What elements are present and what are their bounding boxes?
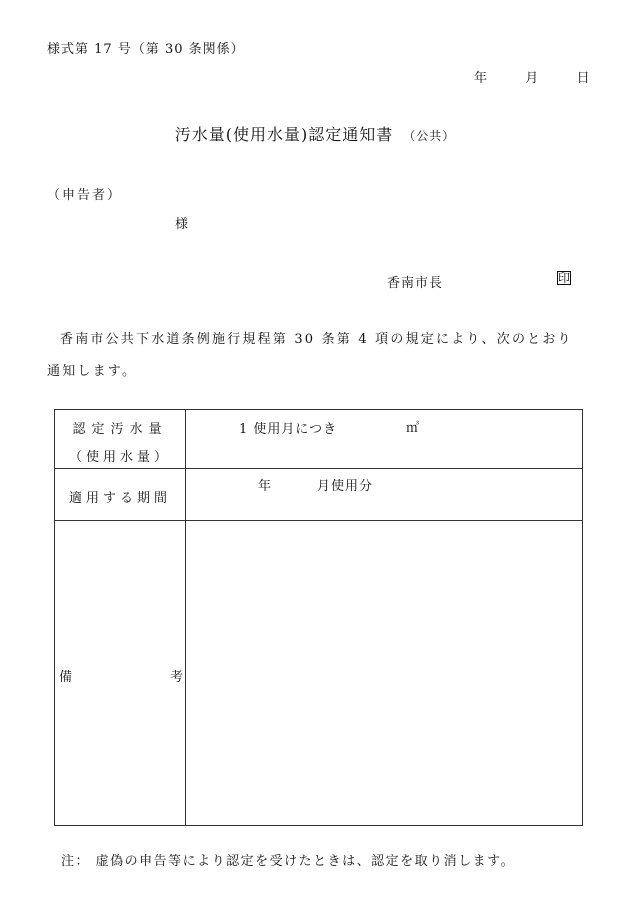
title-sub: （公共） (403, 129, 456, 143)
date-line (474, 67, 590, 86)
remarks-label-first: 備 (59, 670, 73, 685)
form-number: 様式第 17 号（第 30 条関係） (47, 42, 245, 57)
table-row-period (55, 469, 582, 521)
seal-mark: 印 (558, 271, 571, 285)
remarks-label-second: 考 (170, 670, 184, 685)
document-title (0, 122, 630, 145)
footnote: 注： 虚偽の申告等により認定を受けたときは、認定を取り消します。 (61, 854, 516, 869)
date-year: 年 (474, 71, 488, 86)
volume-unit: ㎥ (406, 421, 421, 436)
notice-body-text: 香南市公共下水道条例施行規程第 30 条第 4 項の規定により、次のとおり通知します。 (47, 332, 573, 379)
applicant-label: （申告者） (47, 188, 123, 203)
table-row-volume (55, 410, 582, 469)
period-year: 年 (258, 479, 273, 494)
applicant-honorific: 様 (175, 217, 189, 232)
certification-table (54, 409, 583, 826)
volume-value: 1 使用月につき (239, 422, 338, 437)
issuer-name: 香南市長 (387, 276, 444, 291)
title-main: 汚水量(使用水量)認定通知書 (174, 125, 394, 144)
date-day: 日 (576, 71, 590, 86)
volume-label-line1: 認定汚水量 (72, 422, 168, 437)
date-month: 月 (525, 71, 539, 86)
period-month: 月使用分 (317, 479, 374, 494)
volume-label-line2: （使用水量） (68, 450, 171, 465)
period-label: 適用する期間 (68, 491, 171, 506)
